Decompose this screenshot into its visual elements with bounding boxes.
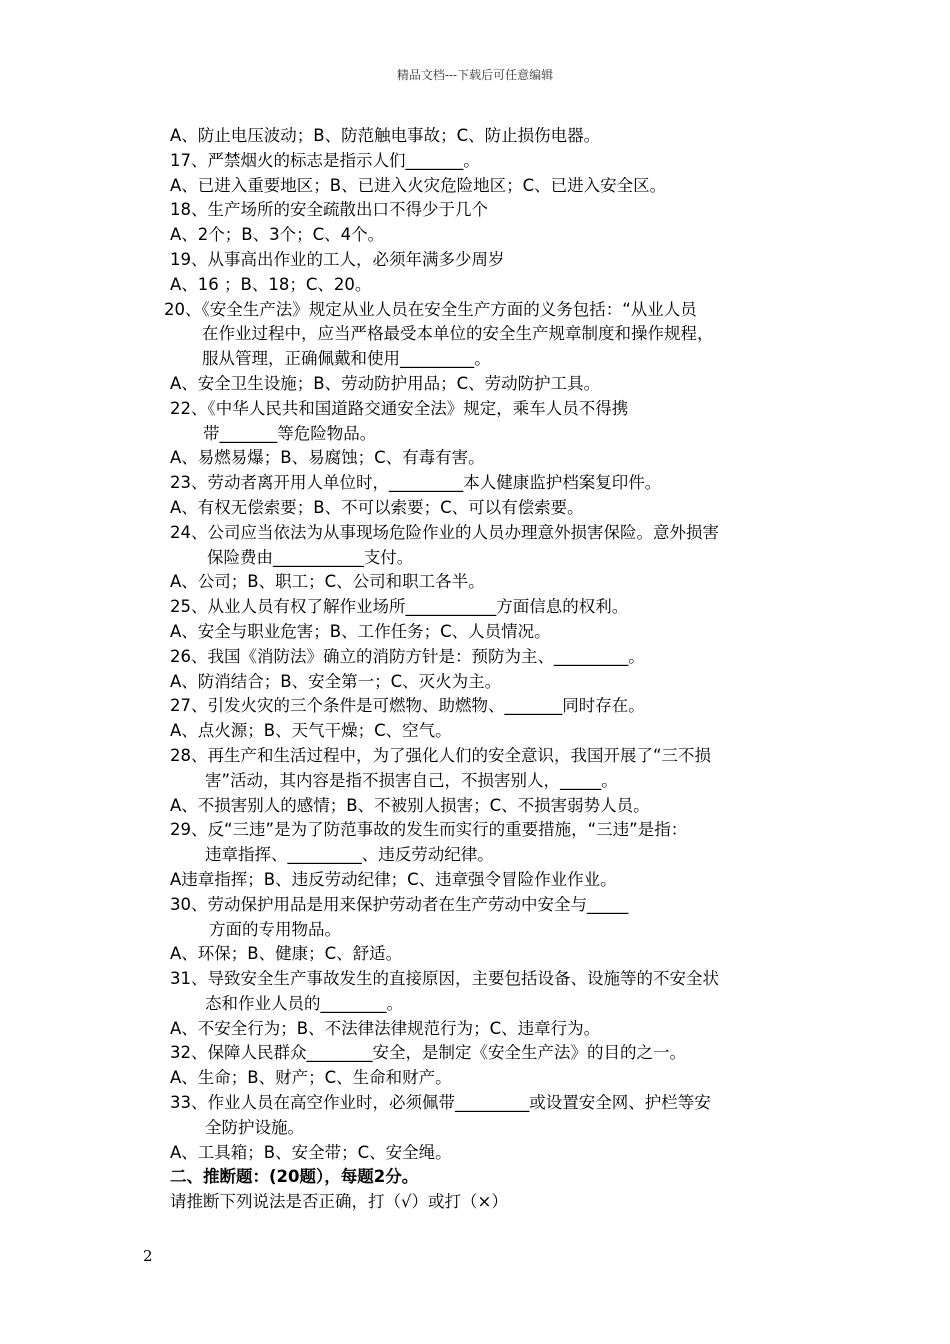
section-heading: 二、推断题：(20题），每题2分。 [170, 1167, 419, 1187]
question-28-continued: 害”活动，其内容是指不损害自己，不损害别人，_____。 [205, 770, 618, 790]
question-23: 23、劳动者离开用人单位时，_________本人健康监护档案复印件。 [170, 473, 662, 493]
question-26: 26、我国《消防法》确立的消防方针是：预防为主、_________。 [170, 646, 645, 666]
answer-options: A、安全与职业危害；B、工作任务；C、人员情况。 [170, 621, 551, 641]
question-17: 17、严禁烟火的标志是指示人们_______。 [170, 150, 480, 170]
question-30-continued: 方面的专用物品。 [209, 919, 341, 939]
question-20-continued: 服从管理，正确佩戴和使用_________。 [202, 349, 491, 369]
answer-options: A、生命；B、财产；C、生命和财产。 [170, 1068, 452, 1088]
answer-options: A、防消结合；B、安全第一；C、灭火为主。 [170, 671, 502, 691]
question-22: 22、《中华人民共和国道路交通安全法》规定，乘车人员不得携 [170, 398, 629, 418]
question-28: 28、再生产和生活过程中，为了强化人们的安全意识，我国开展了“三不损 [170, 745, 712, 765]
answer-options: A、安全卫生设施；B、劳动防护用品；C、劳动防护工具。 [170, 373, 601, 393]
answer-options: A、易燃易爆；B、易腐蚀；C、有毒有害。 [170, 448, 485, 468]
section-instruction: 请推断下列说法是否正确，打（√）或打（×） [170, 1192, 508, 1212]
answer-options: A违章指挥；B、违反劳动纪律；C、违章强令冒险作业作业。 [170, 869, 617, 889]
question-27: 27、引发火灾的三个条件是可燃物、助燃物、_______同时存在。 [170, 696, 645, 716]
answer-options: A、工具箱；B、安全带；C、安全绳。 [170, 1142, 452, 1162]
question-33-continued: 全防护设施。 [205, 1117, 304, 1137]
question-25: 25、从业人员有权了解作业场所___________方面信息的权利。 [170, 597, 629, 617]
answer-options: A、16 ；B、18；C、20。 [170, 274, 372, 294]
document-body [164, 124, 820, 1215]
question-31-continued: 态和作业人员的________。 [205, 993, 403, 1013]
answer-options: A、已进入重要地区；B、已进入火灾危险地区；C、已进入安全区。 [170, 175, 667, 195]
page-header: 精品文档---下载后可任意编辑 [396, 68, 554, 82]
question-33: 33、作业人员在高空作业时，必须佩带_________或设置安全网、护栏等安 [170, 1093, 711, 1113]
answer-options: A、2个；B、3个；C、4个。 [170, 225, 385, 245]
answer-options: A、有权无偿索要；B、不可以索要；C、可以有偿索要。 [170, 497, 584, 517]
question-19: 19、从事高出作业的工人，必须年满多少周岁 [170, 249, 505, 269]
answer-options: A、环保；B、健康；C、舒适。 [170, 944, 403, 964]
question-18: 18、生产场所的安全疏散出口不得少于几个 [170, 200, 488, 220]
question-31: 31、导致安全生产事故发生的直接原因，主要包括设备、设施等的不安全状 [170, 969, 719, 989]
question-20-continued: 在作业过程中，应当严格最受本单位的安全生产规章制度和操作规程， [202, 324, 714, 344]
answer-options: A、点火源；B、天气干燥；C、空气。 [170, 721, 452, 741]
answer-options: A、不损害别人的感情；B、不被别人损害；C、不损害弱势人员。 [170, 795, 650, 815]
question-22-continued: 带_______等危险物品。 [203, 423, 377, 443]
question-24: 24、公司应当依法为从事现场危险作业的人员办理意外损害保险。意外损害 [170, 522, 719, 542]
question-20: 20、《安全生产法》规定从业人员在安全生产方面的义务包括：“从业人员 [164, 299, 697, 319]
question-29: 29、反“三违”是为了防范事故的发生而实行的重要措施，“三违”是指： [170, 820, 688, 840]
question-24-continued: 保险费由___________支付。 [207, 547, 414, 567]
question-32: 32、保障人民群众________安全，是制定《安全生产法》的目的之一。 [170, 1043, 686, 1063]
question-29-continued: 违章指挥、_________、违反劳动纪律。 [205, 845, 494, 865]
question-30: 30、劳动保护用品是用来保护劳动者在生产劳动中安全与_____ [170, 894, 629, 914]
page-number: 2 [143, 1247, 153, 1265]
answer-options: A、不安全行为；B、不法律法律规范行为；C、违章行为。 [170, 1018, 601, 1038]
answer-options: A、防止电压波动；B、防范触电事故；C、防止损伤电器。 [170, 126, 601, 145]
answer-options: A、公司；B、职工；C、公司和职工各半。 [170, 572, 485, 592]
